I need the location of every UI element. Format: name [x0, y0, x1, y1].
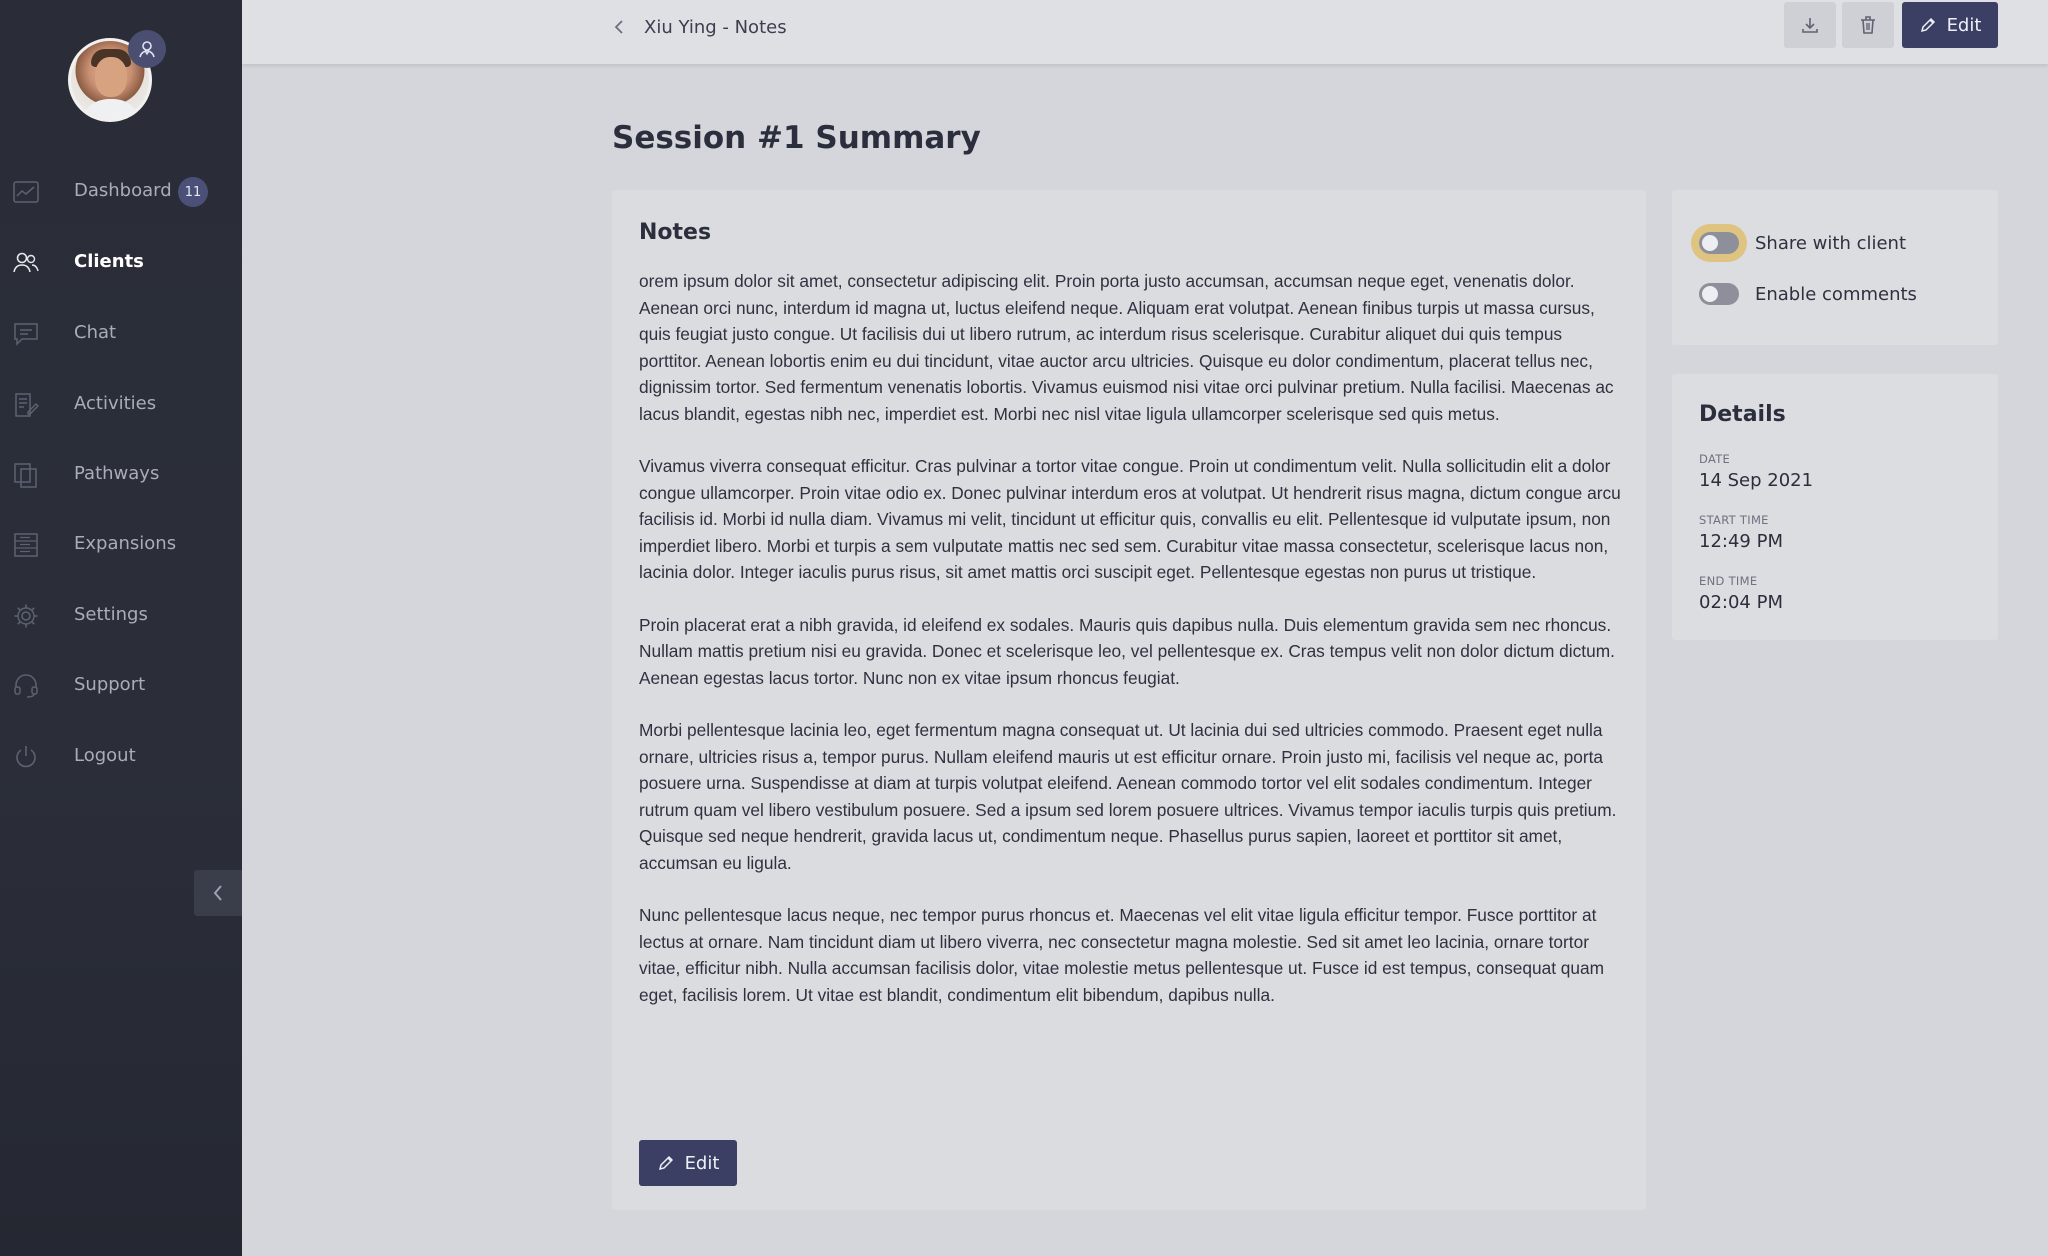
document-edit-icon — [12, 392, 40, 418]
chart-line-icon — [12, 179, 40, 205]
sidebar-item-label: Support — [74, 674, 146, 695]
back-button[interactable] — [608, 16, 630, 38]
sharing-card — [1672, 190, 1998, 345]
sidebar-item-label: Settings — [74, 604, 148, 625]
trash-icon — [1859, 15, 1877, 35]
delete-button[interactable] — [1842, 2, 1894, 48]
sidebar-item-chat[interactable] — [0, 309, 242, 359]
end-time-label: END TIME — [1699, 574, 1758, 588]
notes-paragraph: Proin placerat erat a nibh gravida, id eleifend ex sodales. Mauris quis dapibus nulla. Duis elementum gravida sem nec rhoncus. Nullam mattis pretium nisi eu gravida. Donec et scelerisque leo, vel pellentesque ex. Cras tempus velit non dolor dictum dictum. Aenean egestas lacus tortor. Nunc non ex vitae ipsum rhoncus feugiat. — [639, 614, 1615, 688]
pencil-icon — [657, 1154, 675, 1172]
end-time-value: 02:04 PM — [1699, 592, 1783, 613]
top-bar — [242, 0, 2048, 64]
breadcrumb — [608, 16, 787, 38]
copy-pages-icon — [12, 462, 40, 488]
share-with-client-toggle[interactable] — [1699, 232, 1739, 254]
sidebar-item-activities[interactable] — [0, 380, 242, 430]
sidebar-item-label: Logout — [74, 745, 136, 766]
list-stack-icon — [12, 532, 40, 558]
sidebar-item-clients[interactable] — [0, 238, 242, 288]
details-heading: Details — [1699, 402, 1786, 427]
date-label: DATE — [1699, 452, 1731, 466]
sidebar-item-settings[interactable] — [0, 591, 242, 641]
sidebar-item-label: Dashboard — [74, 180, 172, 201]
sidebar-item-label: Expansions — [74, 533, 177, 554]
sidebar-item-label: Pathways — [74, 463, 160, 484]
breadcrumb-title[interactable]: Xiu Ying - Notes — [644, 16, 787, 38]
notes-body — [639, 268, 1624, 1034]
notes-heading: Notes — [639, 220, 712, 245]
notes-card — [612, 190, 1646, 1210]
sidebar-item-label: Activities — [74, 393, 157, 414]
start-time-value: 12:49 PM — [1699, 531, 1783, 552]
enable-comments-label: Enable comments — [1755, 283, 1917, 305]
sidebar — [0, 0, 242, 1256]
download-button[interactable] — [1784, 2, 1836, 48]
chevron-left-icon — [613, 18, 625, 36]
share-with-client-label: Share with client — [1755, 232, 1907, 254]
sidebar-item-label: Chat — [74, 322, 117, 343]
collapse-sidebar-button[interactable] — [194, 870, 242, 916]
sidebar-item-expansions[interactable] — [0, 520, 242, 570]
edit-button-label: Edit — [684, 1152, 720, 1174]
headset-icon — [12, 673, 40, 699]
gear-icon — [12, 603, 40, 629]
chat-bubble-icon — [12, 321, 40, 347]
sidebar-item-pathways[interactable] — [0, 450, 242, 500]
sidebar-item-logout[interactable] — [0, 732, 242, 782]
date-value: 14 Sep 2021 — [1699, 470, 1814, 491]
notes-paragraph: Morbi pellentesque lacinia leo, eget fermentum magna consequat ut. Ut lacinia dui sed ultricies commodo. Praesent eget nulla ornare, ultricies risus a, tempor purus. Nullam eleifend mauris ut est efficitur ornare. Proin justo mi, facilisis vel neque ac, porta posuere urna. Suspendisse at diam at turpis volutpat eleifend. Aenean commodo tortor vel elit sodales condimentum. Integer rutrum quam vel libero vestibulum posuere. Sed a ipsum sed lorem posuere ultrices. Vivamus tempor iaculis turpis quis pretium. Quisque sed neque hendrerit, gravida lacus ut, condimentum neque. Phasellus purus sapien, laoreet et porttitor sit amet, accumsan eu ligula. — [639, 720, 1617, 873]
notes-edit-button[interactable] — [639, 1140, 737, 1186]
share-with-client-row — [1699, 228, 1906, 258]
edit-button-label: Edit — [1946, 14, 1982, 36]
sidebar-item-dashboard[interactable] — [0, 167, 242, 217]
download-icon — [1800, 15, 1820, 35]
page-title: Session #1 Summary — [612, 120, 981, 156]
start-time-label: START TIME — [1699, 513, 1769, 527]
details-card — [1672, 374, 1998, 640]
sidebar-item-label: Clients — [74, 251, 144, 272]
enable-comments-row — [1699, 279, 1917, 309]
therapist-role-icon — [128, 30, 166, 68]
notes-paragraph: orem ipsum dolor sit amet, consectetur adipiscing elit. Proin porta justo accumsan, accumsan neque eget, venenatis dolor. Aenean orci nunc, interdum id magna ut, luctus eleifend neque. Aliquam erat volutpat. Aenean finibus turpis ut massa cursus, quis feugiat justo congue. Ut facilisis dui ut libero rutrum, ac interdum risus scelerisque. Curabitur aliquet dui quis tempus porttitor. Aenean lobortis enim eu dui tincidunt, vitae auctor arcu ultricies. Quisque eu dolor condimentum, placerat tellus nec, dignissim tortor. Sed fermentum venenatis lobortis. Vivamus euismod nisi vitae orci pulvinar pretium. Nulla facilisi. Maecenas ac lacus blandit, egestas nibh nec, imperdiet est. Morbi nec nisl vitae ligula ullamcorper scelerisque sed quis metus. — [639, 271, 1614, 424]
notes-paragraph: Vivamus viverra consequat efficitur. Cras pulvinar a tortor vitae congue. Proin ut condimentum velit. Nulla sollicitudin elit a dolor congue ullamcorper. Proin vitae odio ex. Donec pulvinar interdum eros at volutpat. Ut hendrerit risus magna, dictum congue arcu facilisis id. Morbi id nulla diam. Vivamus mi velit, tincidunt ut efficitur quis, convallis eu elit. Pellentesque id vulputate ipsum, non imperdiet libero. Morbi et turpis a sem vulputate mattis nec sed sem. Curabitur vitae massa consectetur, scelerisque lacus non, lacinia dolor. Integer iaculis purus risus, sit amet mattis orci suscipit eget. Pellentesque egestas non purus ut tristique. — [639, 456, 1621, 582]
notes-paragraph: Nunc pellentesque lacus neque, nec tempor purus rhoncus et. Maecenas vel elit vitae ligula efficitur tempor. Fusce porttitor at lectus at ornare. Nam tincidunt diam ut libero viverra, nec consectetur magna molestie. Sed sit amet leo lacinia, ornare tortor vitae, efficitur nibh. Nulla accumsan facilisis dolor, vitae molestie metus pellentesque ut. Fusce id est tempus, consequat quam eget, facilisis lorem. Ut vitae est blandit, condimentum elit bibendum, dapibus nulla. — [639, 905, 1605, 1005]
edit-button[interactable] — [1902, 2, 1998, 48]
users-icon — [12, 250, 40, 276]
user-avatar-wrapper[interactable] — [68, 38, 152, 122]
enable-comments-toggle[interactable] — [1699, 283, 1739, 305]
pencil-icon — [1919, 16, 1937, 34]
power-icon — [12, 744, 40, 770]
chevron-left-icon — [211, 883, 225, 903]
notification-badge: 11 — [178, 177, 208, 207]
sidebar-item-support[interactable] — [0, 661, 242, 711]
